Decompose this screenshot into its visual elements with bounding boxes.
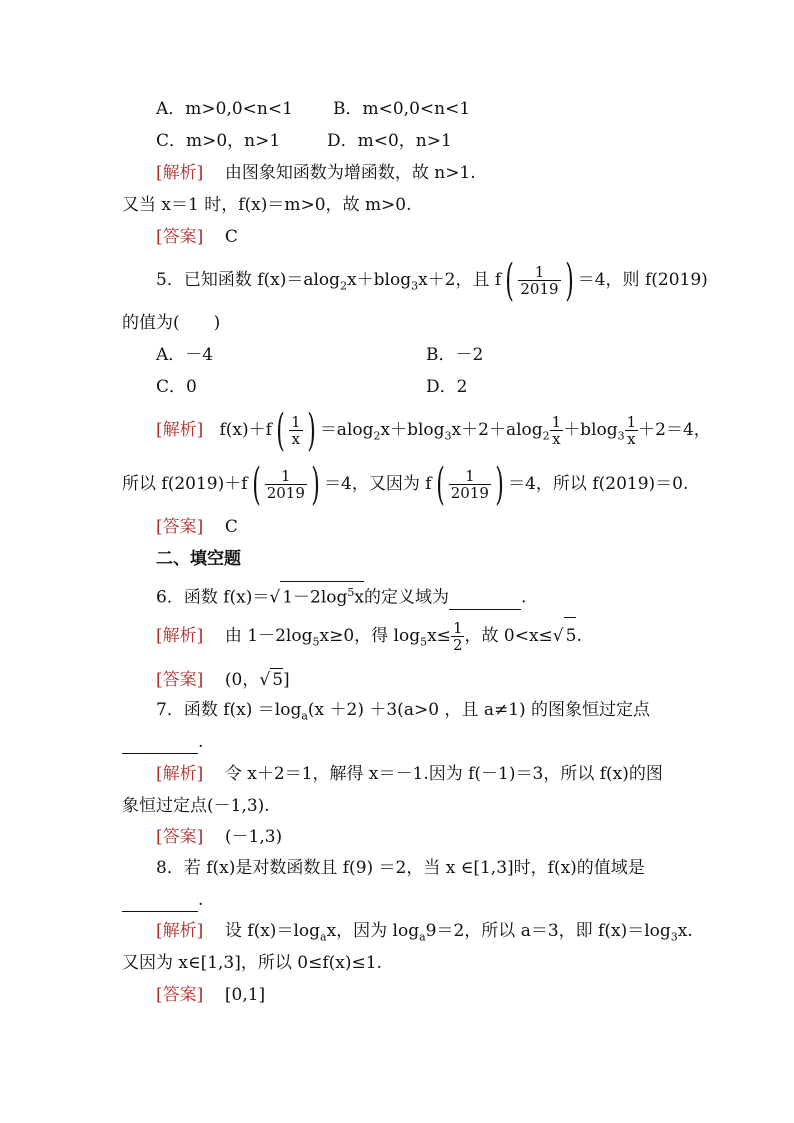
q6-stem: 6．函数 f(x)＝√ $1-2\log^5x$的定义域为 . [156, 581, 526, 610]
fraction-group: ( $\frac{1}{2019}$ ) [251, 458, 320, 510]
q4-analysis-line2: 又当 x＝1 时，f(x)＝m>0，故 m>0. [122, 195, 412, 215]
q4-answer [156, 226, 238, 248]
q5-option-b: B．－2 [426, 345, 484, 365]
q4-option-b: B．m<0,0<n<1 [333, 99, 471, 119]
sqrt-sign: √ [269, 587, 281, 608]
q5-option-c: C．0 [156, 377, 197, 397]
q7-analysis-line2: 象恒过定点(－1,3). [122, 796, 270, 816]
fraction: $\frac{1}{x}$ [626, 413, 637, 448]
subscript: 3 [411, 279, 419, 293]
q6-stem-part: 的定义域为 [364, 587, 449, 608]
q5-analysis-part: ＝4，所以 f(2019)＝0. [508, 474, 689, 494]
answer-blank[interactable] [122, 889, 198, 912]
q8-analysis-line2: 又因为 x∈[1,3]，所以 0≤f(x)≤1. [122, 953, 382, 973]
answer-tag: [答案] [156, 985, 204, 1005]
analysis-tag: [解析] [156, 626, 204, 646]
fraction: $\frac{1}{x}$ [551, 413, 562, 448]
q7-stem-line2: . [122, 731, 203, 754]
q4-option-c: C．m>0，n>1 [156, 131, 281, 151]
q4-option-a: A．m>0,0<n<1 [156, 99, 293, 119]
analysis-tag: [解析] [156, 420, 204, 440]
q5-analysis-part: x＋2＋alog [451, 420, 543, 440]
q5-stem-part: 5．已知函数 f(x)＝alog [156, 270, 341, 290]
q6-analysis: [解析] 由 $1-2\log_5x\ge 0$，得 $\log_5x\le$ $\frac{1}{2}$ ，故 0<x≤√ 5. [156, 619, 582, 654]
q5-stem-part: x＋2，且 f [418, 270, 502, 290]
section-heading: 二、填空题 [156, 549, 241, 569]
answer-tag: [答案] [156, 517, 204, 537]
q5-stem-line2: 的值为( ) [122, 313, 221, 333]
q5-analysis-part: 所以 f(2019)＋f [122, 474, 248, 494]
q5-analysis: [解析] f(x)＋f ( $\frac{1}{x}$ ) ＝alog$_2$x＋blog$_3$x＋2＋alog$_2$ $\frac{1}{x}$ ＋blog$_3$ $\frac{1}{x}$ ＋2＝4， [156, 404, 711, 456]
q5-stem [156, 254, 708, 308]
q6-answer: [答案] (0，√ 5] [156, 670, 290, 690]
answer-tag: [答案] [156, 227, 204, 247]
q5-analysis-part: ＋blog [563, 420, 618, 440]
q5-stem-part: ＝4，则 f(2019) [577, 270, 708, 290]
fraction: $\frac{1}{2019}$ [520, 263, 559, 298]
fraction-group: ( $\frac{1}{x}$ ) [276, 404, 316, 456]
q4-analysis [156, 162, 476, 184]
answer-tag: [答案] [156, 827, 204, 847]
sqrt-content: $1-2\log^5x$ [280, 581, 364, 609]
answer-blank[interactable] [122, 731, 198, 754]
q5-analysis-line2 [122, 458, 689, 510]
fraction-group: ( $\frac{1}{2019}$ ) [435, 458, 504, 510]
sqrt-content: 5 [272, 670, 284, 690]
answer-text: C [224, 227, 238, 247]
q5-analysis-part: f(x)＋f [219, 420, 272, 440]
sqrt-content: 5 [564, 617, 577, 654]
sqrt-sign: √ [552, 626, 564, 646]
q7-answer: [答案] (－1,3) [156, 827, 283, 847]
q5-analysis-part: ＋2＝4， [638, 420, 711, 440]
analysis-tag: [解析] [156, 163, 204, 183]
q8-stem: 8．若 f(x)是对数函数且 f(9) ＝2，当 x ∈[1,3]时，f(x)的值域是 [156, 858, 645, 878]
q5-option-a: A．－4 [156, 345, 214, 365]
q7-analysis: [解析] 令 x＋2＝1，解得 x＝－1.因为 f(－1)＝3，所以 f(x)的图 [156, 764, 663, 784]
answer-tag: [答案] [156, 670, 204, 690]
analysis-tag: [解析] [156, 921, 204, 941]
analysis-text: 由图象知函数为增函数，故 n>1. [224, 163, 476, 183]
sqrt-sign: √ [259, 670, 271, 690]
answer-blank[interactable] [449, 587, 521, 610]
q5-option-d: D．2 [426, 377, 468, 397]
q6-stem-part: 6．函数 f(x)＝ [156, 587, 270, 608]
q8-answer: [答案] [0,1] [156, 985, 266, 1005]
q8-analysis: [解析] 设 $f(x)=\log_ax$，因为 $\log_a9=2$，所以 a＝3，即 $f(x)=\log_3x$. [156, 921, 693, 944]
subscript: 2 [340, 279, 348, 293]
q5-answer [156, 516, 238, 538]
fraction-group: ( $\frac{1}{2019}$ ) [505, 254, 574, 306]
q8-stem-line2: . [122, 889, 203, 912]
analysis-tag: [解析] [156, 764, 204, 784]
q5-analysis-part: x＋blog [380, 420, 445, 440]
q5-analysis-part: ＝alog [319, 420, 374, 440]
answer-text: C [224, 517, 238, 537]
q5-analysis-part: ＝4，又因为 f [324, 474, 432, 494]
fraction: $\frac{1}{x}$ [291, 413, 301, 448]
q4-option-d: D．m<0，n>1 [327, 131, 452, 151]
fraction: $\frac{1}{2}$ [452, 619, 463, 654]
q5-stem-part: x＋blog [347, 270, 412, 290]
q7-stem: 7．函数 $f(x) =\log_a(x +2) +3(a>0$ ，且 a≠1) 的图象恒过定点 [156, 700, 651, 723]
